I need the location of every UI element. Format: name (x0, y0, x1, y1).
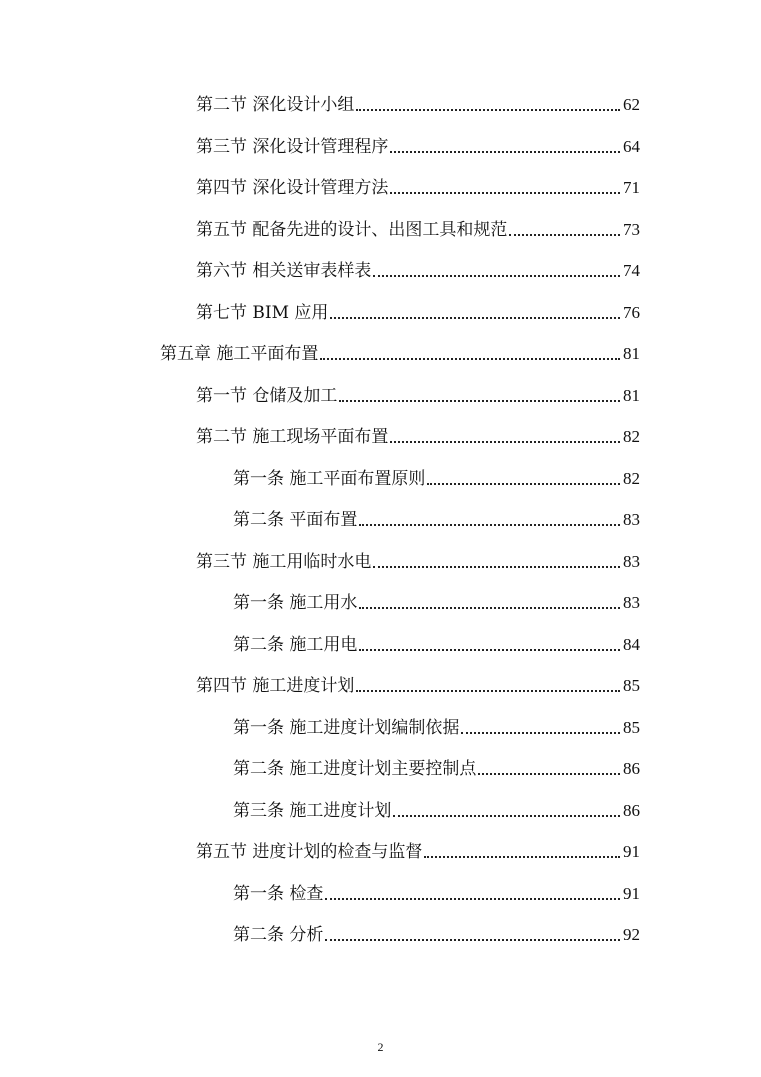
toc-entry-label: 第四节 深化设计管理方法 (196, 178, 389, 198)
dot-leader (330, 317, 620, 319)
dot-leader (373, 275, 620, 277)
toc-entry[interactable] (233, 711, 640, 739)
toc-entry-page: 85 (623, 676, 640, 695)
dot-leader (427, 483, 620, 485)
toc-entry[interactable] (233, 462, 640, 490)
toc-entry-page: 74 (623, 261, 640, 280)
toc-entry[interactable] (196, 254, 640, 282)
toc-entry-label: 第五节 配备先进的设计、出图工具和规范 (196, 220, 508, 240)
dot-leader (390, 441, 620, 443)
toc-entry-page: 64 (623, 137, 640, 156)
dot-leader (325, 939, 620, 941)
toc-entry-page: 62 (623, 95, 640, 114)
toc-entry-label: 第四节 施工进度计划 (196, 676, 355, 696)
dot-leader (320, 358, 620, 360)
dot-leader (359, 649, 620, 651)
dot-leader (359, 524, 620, 526)
dot-leader (325, 898, 620, 900)
toc-entry-label: 第七节 BIM 应用 (196, 303, 329, 323)
toc-entry[interactable] (196, 171, 640, 199)
toc-entry-label: 第一条 检查 (233, 884, 324, 904)
toc-entry[interactable] (196, 835, 640, 863)
toc-entry-page: 91 (623, 884, 640, 903)
toc-entry-label: 第一条 施工用水 (233, 593, 358, 613)
toc-entry-page: 82 (623, 469, 640, 488)
dot-leader (393, 815, 620, 817)
toc-entry-page: 84 (623, 635, 640, 654)
toc-entry-label: 第一节 仓储及加工 (196, 386, 338, 406)
toc-entry-label: 第二条 分析 (233, 925, 324, 945)
toc-entry-page: 76 (623, 303, 640, 322)
dot-leader (356, 690, 620, 692)
toc-entry-label: 第一条 施工进度计划编制依据 (233, 718, 460, 738)
dot-leader (356, 109, 620, 111)
toc-entry-label: 第一条 施工平面布置原则 (233, 469, 426, 489)
toc-entry-page: 81 (623, 344, 640, 363)
dot-leader (390, 192, 620, 194)
toc-entry[interactable] (196, 296, 640, 324)
toc-entry-page: 83 (623, 593, 640, 612)
toc-entry-page: 71 (623, 178, 640, 197)
toc-entry[interactable] (233, 628, 640, 656)
toc-entry-page: 81 (623, 386, 640, 405)
toc-entry-label: 第三条 施工进度计划 (233, 801, 392, 821)
dot-leader (339, 400, 620, 402)
toc-entry[interactable] (196, 88, 640, 116)
toc-entry-label: 第五节 进度计划的检查与监督 (196, 842, 423, 862)
toc-entry[interactable] (233, 503, 640, 531)
dot-leader (509, 234, 620, 236)
toc-entry[interactable] (196, 213, 640, 241)
toc-entry-chapter[interactable] (160, 337, 640, 365)
toc-entry[interactable] (233, 586, 640, 614)
toc-entry[interactable] (196, 379, 640, 407)
toc-entry-page: 82 (623, 427, 640, 446)
toc-entry-page: 83 (623, 552, 640, 571)
toc-entry-label: 第六节 相关送审表样表 (196, 261, 372, 281)
dot-leader (478, 773, 620, 775)
toc-entry[interactable] (233, 752, 640, 780)
toc-entry-label: 第二节 深化设计小组 (196, 95, 355, 115)
toc-entry[interactable] (233, 794, 640, 822)
toc-entry-label: 第三节 施工用临时水电 (196, 552, 372, 572)
toc-entry-label: 第五章 施工平面布置 (160, 344, 319, 364)
page-number: 2 (377, 1040, 384, 1054)
dot-leader (359, 607, 620, 609)
toc-entry-label: 第三节 深化设计管理程序 (196, 137, 389, 157)
toc-entry-page: 86 (623, 801, 640, 820)
toc-entry[interactable] (196, 420, 640, 448)
toc-entry[interactable] (196, 545, 640, 573)
toc-entry-label: 第二条 平面布置 (233, 510, 358, 530)
toc-entry-page: 83 (623, 510, 640, 529)
toc-entry-page: 85 (623, 718, 640, 737)
dot-leader (461, 732, 620, 734)
toc-entry-page: 91 (623, 842, 640, 861)
toc-entry-page: 73 (623, 220, 640, 239)
toc-entry-label: 第二条 施工进度计划主要控制点 (233, 759, 477, 779)
toc-entry-page: 86 (623, 759, 640, 778)
toc-entry-page: 92 (623, 925, 640, 944)
toc-entry[interactable] (233, 918, 640, 946)
toc-entry-label: 第二条 施工用电 (233, 635, 358, 655)
toc-entry[interactable] (233, 877, 640, 905)
toc-entry[interactable] (196, 669, 640, 697)
dot-leader (373, 566, 620, 568)
toc-entry[interactable] (196, 130, 640, 158)
dot-leader (390, 151, 620, 153)
dot-leader (424, 856, 620, 858)
toc-entry-label: 第二节 施工现场平面布置 (196, 427, 389, 447)
